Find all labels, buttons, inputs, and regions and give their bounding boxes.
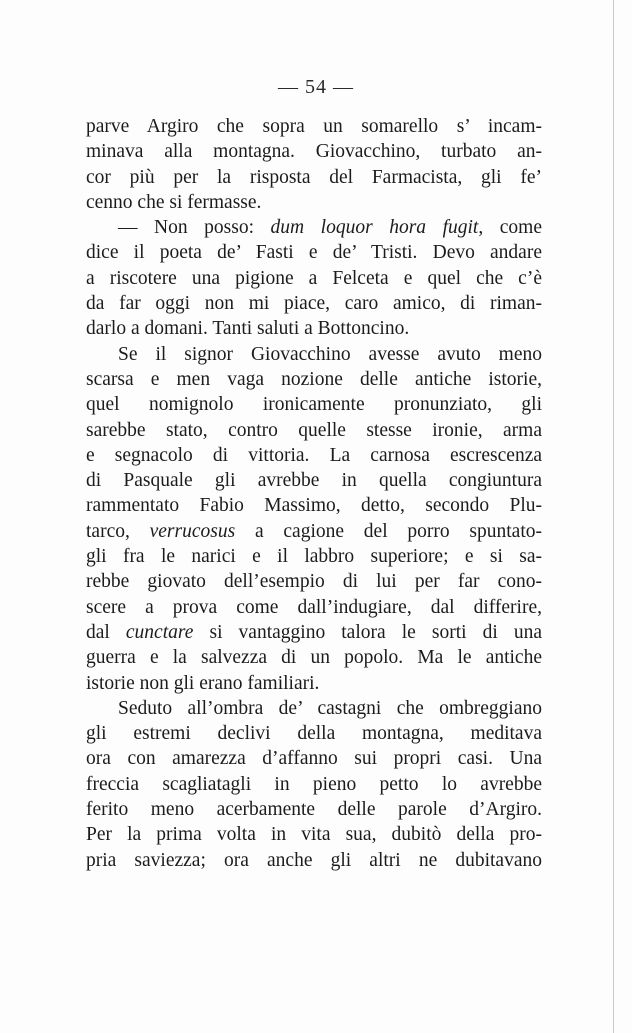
text-line: Se il signor Giovacchino avesse avuto meno	[118, 343, 542, 365]
page-number: — 54 —	[278, 76, 354, 98]
italic-phrase: cunctare	[125, 621, 194, 643]
text-line: Seduto all’ombra de’ castagni che ombreggiano	[118, 697, 542, 719]
text-line: darlo a domani. Tanti saluti a Bottoncino.	[86, 318, 410, 340]
page-edge-line	[613, 0, 614, 1033]
text-line: scarsa e men vaga nozione delle antiche istorie,	[86, 368, 542, 390]
italic-phrase: dum loquor hora fugit	[270, 217, 479, 239]
text-line: scere a prova come dall’indugiare, dal differire,	[86, 596, 542, 618]
text-line: pria saviezza; ora anche gli altri ne dubitavano	[86, 849, 542, 871]
text-line: da far oggi non mi piace, caro amico, di riman-	[86, 293, 542, 315]
text-line: istorie non gli erano familiari.	[86, 672, 320, 694]
paragraph	[86, 696, 542, 873]
text-line: ora con amarezza d’affanno sui propri casi. Una	[86, 748, 542, 770]
body-text	[86, 114, 542, 873]
text-line: e segnacolo di vittoria. La carnosa escrescenza	[86, 444, 542, 466]
text-line: — Non posso: dum loquor hora fugit, come	[118, 217, 542, 239]
text-line: cor più per la risposta del Farmacista, gli fe’	[86, 166, 542, 188]
text-line: a riscotere una pigione a Felceta e quel che c’è	[86, 267, 542, 289]
paragraph	[86, 342, 542, 696]
text-line: cenno che si fermasse.	[86, 191, 262, 213]
paragraph	[86, 215, 542, 341]
text-line: gli estremi declivi della montagna, meditava	[86, 723, 542, 745]
text-line: tarco, verrucosus a cagione del porro spuntato-	[86, 520, 542, 542]
paragraph	[86, 114, 542, 215]
text-line: rammentato Fabio Massimo, detto, secondo Plu-	[86, 495, 542, 517]
text-line: parve Argiro che sopra un somarello s’ incam-	[86, 116, 542, 137]
text-line: quel nomignolo ironicamente pronunziato, gli	[86, 394, 542, 416]
text-line: sarebbe stato, contro quelle stesse ironie, arma	[86, 419, 542, 441]
text-line: dal cunctare si vantaggino talora le sorti di una	[86, 621, 543, 643]
text-line: dice il poeta de’ Fasti e de’ Tristi. Devo andare	[86, 242, 542, 264]
text-line: ferito meno acerbamente delle parole d’Argiro.	[86, 799, 542, 821]
text-line: freccia scagliatagli in pieno petto lo avrebbe	[86, 773, 542, 795]
text-line: guerra e la salvezza di un popolo. Ma le antiche	[86, 647, 542, 669]
text-line: di Pasquale gli avrebbe in quella congiuntura	[86, 470, 542, 492]
italic-phrase: verrucosus	[149, 520, 236, 542]
text-line: rebbe giovato dell’esempio di lui per far cono-	[86, 571, 542, 593]
text-line: gli fra le narici e il labbro superiore; e si sa-	[86, 546, 542, 568]
text-line: minava alla montagna. Giovacchino, turbato an-	[86, 141, 542, 163]
text-line: Per la prima volta in vita sua, dubitò della pro-	[86, 824, 542, 846]
